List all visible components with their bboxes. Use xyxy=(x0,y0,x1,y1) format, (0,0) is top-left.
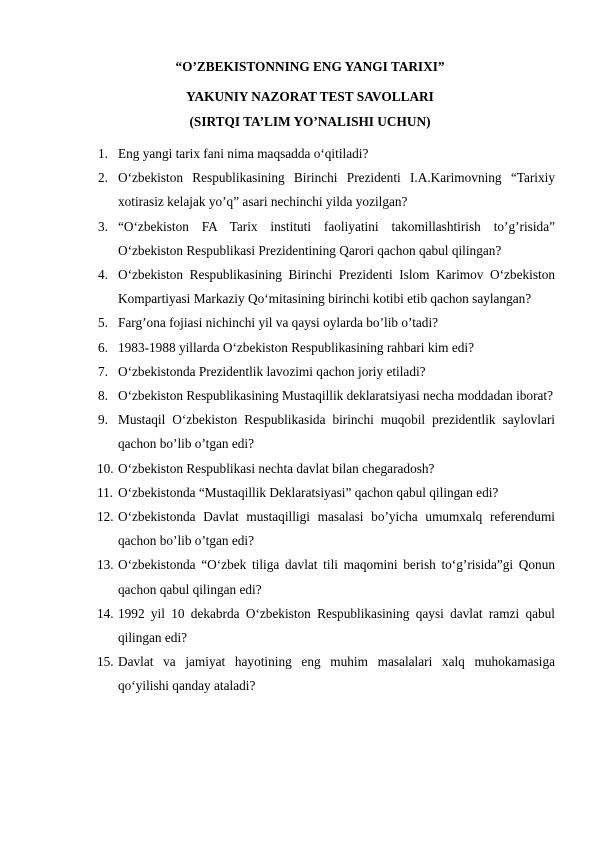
question-text: O‘zbekiston Respublikasining Birinchi Prezidenti Islom Karimov O‘zbekiston Kompartiyasi Markaziy Qo‘mitasining birinchi kotibi etib qachon saylangan? xyxy=(118,267,555,307)
question-text: Eng yangi tarix fani nima maqsadda o‘qitiladi? xyxy=(118,146,369,161)
document-subtitle-audience: (SIRTQI TA’LIM YO’NALISHI UCHUN) xyxy=(189,114,431,129)
question-item xyxy=(97,602,555,650)
document-subtitle: YAKUNIY NAZORAT TEST SAVOLLARI xyxy=(186,89,434,104)
question-number: 6. xyxy=(98,339,108,355)
question-item xyxy=(97,457,555,481)
question-text: 1983-1988 yillarda O‘zbekiston Respublikasining rahbari kim edi? xyxy=(118,339,474,355)
question-number: 12. xyxy=(97,509,114,525)
question-text: O‘zbekistonda Prezidentlik lavozimi qachon joriy etiladi? xyxy=(118,363,426,379)
question-number: 8. xyxy=(98,388,108,404)
question-number: 10. xyxy=(97,460,114,476)
question-number: 1. xyxy=(98,146,108,161)
question-item xyxy=(98,166,555,214)
question-text: O‘zbekistonda “Mustaqillik Deklaratsiyasi” qachon qabul qilingan edi? xyxy=(118,484,499,500)
question-text: O‘zbekiston Respublikasi nechta davlat bilan chegaradosh? xyxy=(118,460,435,476)
question-number: 11. xyxy=(97,484,114,500)
question-text: O‘zbekiston Respublikasining Birinchi Prezidenti I.A.Karimovning “Tarixiy xotirasiz kelajak yo’q” asari nechinchi yilda yozilgan? xyxy=(118,170,555,210)
question-item xyxy=(98,263,555,311)
question-text: Davlat va jamiyat hayotining eng muhim masalalari xalq muhokamasiga qo‘yilishi qanday ataladi? xyxy=(118,654,555,694)
question-item xyxy=(98,311,555,335)
question-item xyxy=(97,505,555,553)
question-number: 5. xyxy=(98,315,108,331)
question-text: “O‘zbekiston FA Tarix instituti faoliyatini takomillashtirish to’g’risida” O‘zbekiston Respublikasi Prezidentining Qarori qachon qabul qilingan? xyxy=(118,218,555,258)
question-number: 7. xyxy=(98,363,108,379)
question-item xyxy=(97,553,555,601)
question-item xyxy=(98,142,555,166)
question-number: 9. xyxy=(98,412,108,428)
question-item xyxy=(97,481,555,505)
question-text: O‘zbekiston Respublikasining Mustaqillik deklaratsiyasi necha moddadan iborat? xyxy=(118,388,554,404)
question-item xyxy=(98,336,555,360)
question-item xyxy=(98,408,555,456)
question-text: Mustaqil O‘zbekiston Respublikasida birinchi muqobil prezidentlik saylovlari qachon bo’lib o’tgan edi? xyxy=(118,412,555,452)
question-number: 14. xyxy=(97,605,114,621)
question-item xyxy=(98,384,555,408)
question-text: O‘zbekistonda “O‘zbek tiliga davlat tili maqomini berish to‘g’risida”gi Qonun qachon qabul qilingan edi? xyxy=(118,557,555,597)
question-item xyxy=(97,650,555,698)
question-text: O‘zbekistonda Davlat mustaqilligi masalasi bo’yicha umumxalq referendumi qachon bo’lib o’tgan edi? xyxy=(118,509,555,549)
question-number: 2. xyxy=(98,170,108,186)
question-number: 13. xyxy=(97,557,114,573)
question-number: 15. xyxy=(97,654,114,670)
question-number: 3. xyxy=(98,218,108,234)
document-title: “O’ZBEKISTONNING ENG YANGI TARIXI” xyxy=(175,59,445,74)
question-number: 4. xyxy=(98,267,108,283)
question-item xyxy=(98,215,555,263)
question-text: Farg’ona fojiasi nichinchi yil va qaysi oylarda bo’lib o’tadi? xyxy=(118,315,439,331)
question-list xyxy=(97,142,555,699)
question-text: 1992 yil 10 dekabrda O‘zbekiston Respublikasining qaysi davlat ramzi qabul qilingan edi? xyxy=(118,605,555,646)
question-item xyxy=(98,360,555,384)
